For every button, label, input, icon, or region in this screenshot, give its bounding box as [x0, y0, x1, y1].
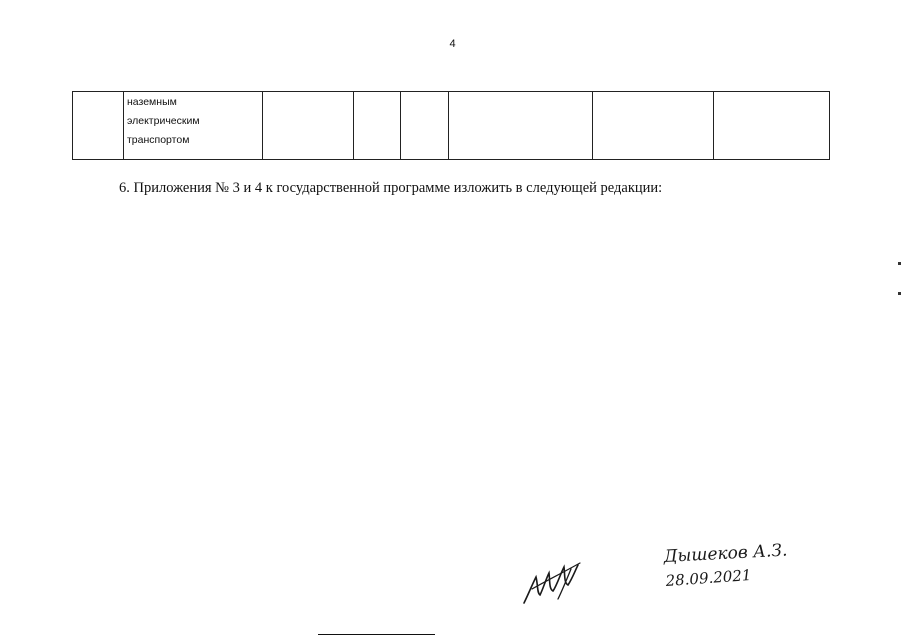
- cell-text-line: наземным: [127, 96, 177, 108]
- cell-text-line: транспортом: [127, 134, 190, 146]
- table-cell: [593, 92, 714, 160]
- handwritten-approval: [660, 540, 825, 592]
- approval-name: Дышеков А.З.: [663, 540, 788, 567]
- table-cell-name: [124, 92, 263, 160]
- table-cell: [401, 92, 449, 160]
- footer-rule: [318, 634, 435, 635]
- table-cell: [714, 92, 830, 160]
- approval-date: 28.09.2021: [665, 566, 752, 590]
- table-cell: [263, 92, 354, 160]
- scan-edge-mark: [898, 262, 901, 265]
- table-cell: [354, 92, 401, 160]
- table-cell-number: [73, 92, 124, 160]
- scan-edge-mark: [898, 292, 901, 295]
- signature-initials: [518, 555, 584, 607]
- table-row: [73, 92, 830, 160]
- paragraph-6: 6. Приложения № 3 и 4 к государственной программе изложить в следующей редакции:: [119, 180, 663, 196]
- page-number: 4: [449, 38, 456, 50]
- table-cell: [449, 92, 593, 160]
- table-cell-text: [124, 92, 262, 150]
- continued-table: [72, 91, 830, 160]
- cell-text-line: электрическим: [127, 115, 200, 127]
